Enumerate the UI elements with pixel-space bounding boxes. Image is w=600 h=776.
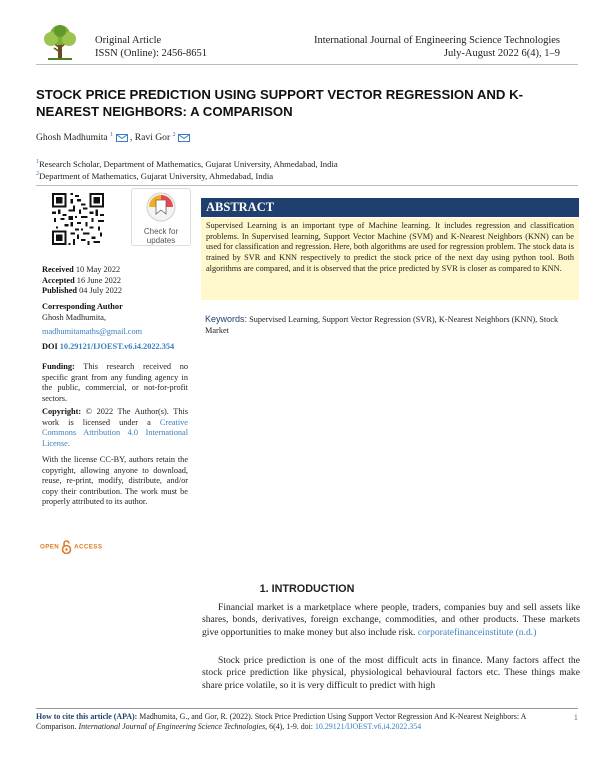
copyright-block: Copyright: © 2022 The Author(s). This work is licensed under a Creative Commons Attribution 4.0 International License. [42, 407, 189, 448]
author-name[interactable]: Ravi Gor [134, 132, 171, 144]
paper-title: STOCK PRICE PREDICTION USING SUPPORT VECTOR REGRESSION AND K-NEAREST NEIGHBORS: A COMPARISON [36, 87, 524, 119]
funding-block: Funding: This research received no specific grant from any funding agency in the public, commercial, or not-for-profit sectors. [42, 362, 188, 403]
intro-paragraph-1: Financial market is a marketplace where people, traders, companies buy and sell assets like shares, bonds, derivatives, foreign exchange, commodities, and other products. These markets give opportunities to make money but also include risk. corporatefinanceinstitute (n.d.) [202, 602, 580, 638]
doi-link[interactable]: 10.29121/IJOEST.v6.i4.2022.354 [59, 341, 175, 351]
email-icon[interactable] [116, 134, 128, 142]
check-for-updates-badge[interactable] [131, 188, 191, 246]
citation-footer: How to cite this article (APA): Madhumita, G., and Gor, R. (2022). Stock Price Prediction Using Support Vector Regression And K-Nearest Neighbors: A Comparison. International Journal of Engineering Science Technologies, 6(4), 1-9. doi: 10.29121/IJOEST.v6.i4.2022.354 [36, 712, 526, 731]
header-divider [36, 64, 578, 65]
journal-name: International Journal of Engineering Science Technologies [313, 35, 560, 46]
badge-line-2: updates [146, 236, 176, 245]
journal-issue: July-August 2022 6(4), 1–9 [443, 48, 560, 59]
license-note: With the license CC-BY, authors retain the copyright, allowing anyone to download, reuse, re-print, modify, distribute, and/or copy their contribution. The work must be properly attributed to its author. [42, 455, 188, 506]
citation-link[interactable]: corporatefinanceinstitute (n.d.) [417, 626, 537, 638]
affiliation: $^2$Department of Mathematics, Gujarat University, Ahmedabad, India [36, 171, 274, 181]
license-link[interactable]: Creative Commons Attribution 4.0 International License. [42, 417, 188, 448]
open-access-logo: OPEN ACCESS [40, 540, 102, 554]
corresponding-author-block: Corresponding Author Ghosh Madhumita, madhumitamaths@gmail.com DOI 10.29121/IJOEST.v6.i4.2022.354 [42, 302, 188, 352]
header-left [95, 34, 207, 60]
author-name[interactable]: Ghosh Madhumita [36, 132, 108, 144]
corresponding-email-link[interactable]: madhumitamaths@gmail.com [42, 327, 143, 336]
intro-paragraph-2: Stock price prediction is one of the most difficult acts in finance. Many factors affect the stock price prediction like physical, physiological behavioural factors etc. These things make share price volatile, so it is very difficult to predict with high [202, 655, 580, 691]
footer-doi-link[interactable]: 10.29121/IJOEST.v6.i4.2022.354 [314, 722, 422, 731]
corresponding-name: Ghosh Madhumita, [42, 312, 107, 322]
article-type: Original Article [95, 35, 162, 46]
badge-line-1: Check for [143, 227, 179, 236]
keywords-text: Supervised Learning, Support Vector Regression (SVR), K-Nearest Neighbors (KNN), Stock Market [205, 315, 559, 335]
keywords-block [205, 314, 575, 336]
bookmark-ribbon-icon [146, 192, 176, 222]
dates-block: Received 10 May 2022 Accepted 16 June 2022 Published 04 July 2022 [42, 265, 123, 295]
header-right [314, 34, 560, 60]
keywords-label: Keywords: [205, 314, 248, 324]
qr-code-icon [52, 193, 104, 245]
abstract-heading: ABSTRACT [201, 198, 579, 217]
author-line: Ghosh Madhumita $^1$ , Ravi Gor $^2$ [36, 132, 190, 143]
citation-label: How to cite this article (APA): [36, 712, 138, 721]
journal-logo-tree-icon [38, 22, 82, 62]
footer-divider [36, 708, 578, 709]
affiliation-divider [36, 185, 578, 186]
abstract-body: Supervised Learning is an important type of Machine learning. It includes regression and classification problems. In Supervised learning, Support Vector Machine (SVM) and K-Nearest Neighbors (KNN) can be used for classification and regression. Here, both algorithms are used for regression problem. The stock data is trained by SVR and KNN respectively to predict the stock price of the next day using python tool. Both algorithms are compared, and it is observed that the price predicted by SVR is closer as compared to KNN. [201, 218, 579, 300]
email-icon[interactable] [178, 134, 190, 142]
affiliation: $^1$Research Scholar, Department of Mathematics, Gujarat University, Ahmedabad, India [36, 159, 338, 169]
issn: ISSN (Online): 2456-8651 [95, 48, 207, 59]
corresponding-label: Corresponding Author [42, 302, 123, 311]
page-number: 1 [573, 712, 578, 722]
section-heading: 1. INTRODUCTION [259, 583, 355, 595]
open-lock-icon [61, 540, 72, 554]
